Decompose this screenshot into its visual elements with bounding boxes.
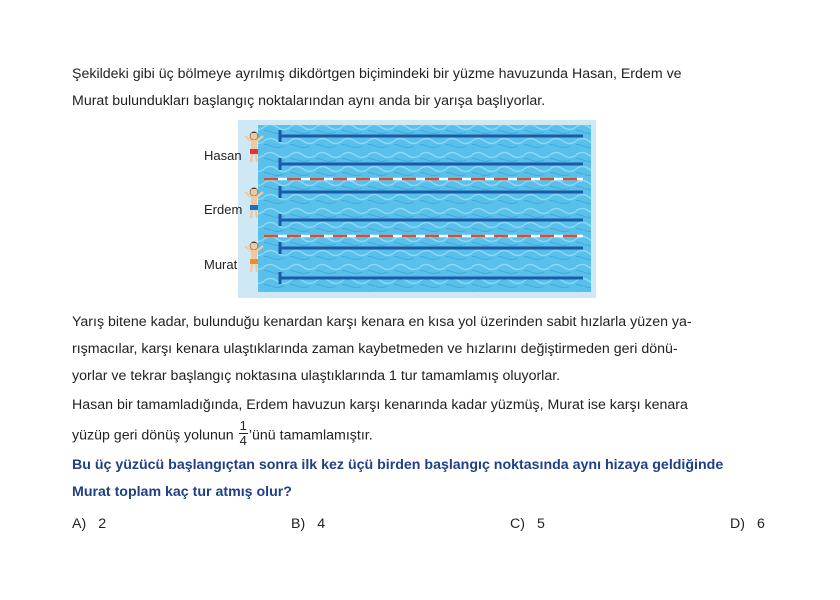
rules-paragraph bbox=[72, 309, 770, 390]
option-d[interactable] bbox=[730, 516, 765, 532]
option-c[interactable] bbox=[510, 516, 545, 532]
given-paragraph bbox=[72, 392, 770, 450]
swimmer-label-hasan: Hasan bbox=[204, 148, 242, 163]
pool-figure bbox=[238, 120, 598, 300]
option-a[interactable] bbox=[72, 516, 106, 532]
given-line-2-end: ’ünü tamamlamıştır. bbox=[248, 427, 373, 444]
fraction-denominator: 4 bbox=[239, 433, 247, 448]
swimmer-label-erdem: Erdem bbox=[204, 202, 243, 217]
rules-line-3: yorlar ve tekrar başlangıç noktasına ulaştıklarında 1 tur tamamlamış oluyorlar. bbox=[72, 368, 561, 384]
option-c-value: 5 bbox=[536, 516, 545, 532]
intro-paragraph bbox=[72, 61, 770, 115]
swimmer-label-murat: Murat bbox=[204, 257, 238, 272]
option-d-value: 6 bbox=[756, 516, 765, 532]
option-b-label: B) bbox=[291, 516, 306, 532]
given-line-2 bbox=[72, 418, 770, 450]
question-line-2: Murat toplam kaç tur atmış olur? bbox=[72, 484, 292, 500]
fraction-one-quarter bbox=[239, 419, 248, 448]
rules-line-2: rışmacılar, karşı kenara ulaştıklarında zaman kaybetmeden ve hızlarını değiştirmeden geri dönü- bbox=[72, 341, 678, 357]
rules-line-1: Yarış bitene kadar, bulunduğu kenardan karşı kenara en kısa yol üzerinden sabit hızlarla yüzen ya- bbox=[72, 314, 692, 330]
option-b-value: 4 bbox=[317, 516, 326, 532]
option-a-value: 2 bbox=[98, 516, 107, 532]
given-line-1: Hasan bir tamamladığında, Erdem havuzun karşı kenarında kadar yüzmüş, Murat ise karşı kenara bbox=[72, 397, 688, 413]
intro-line-1: Şekildeki gibi üç bölmeye ayrılmış dikdörtgen biçimindeki bir yüzme havuzunda Hasan, Erdem ve bbox=[72, 66, 682, 82]
option-b[interactable] bbox=[291, 516, 325, 532]
question-line-1: Bu üç yüzücü başlangıçtan sonra ilk kez üçü birden başlangıç noktasında aynı hizaya geldiğinde bbox=[72, 457, 724, 473]
option-c-label: C) bbox=[510, 516, 525, 532]
pool-illustration bbox=[238, 120, 598, 300]
option-d-label: D) bbox=[730, 516, 745, 532]
given-line-2-start: yüzüp geri dönüş yolunun bbox=[72, 427, 238, 444]
question-text bbox=[72, 452, 770, 506]
intro-line-2: Murat bulundukları başlangıç noktalarından aynı anda bir yarışa başlıyorlar. bbox=[72, 93, 546, 109]
option-a-label: A) bbox=[72, 516, 87, 532]
pool-water bbox=[258, 125, 591, 292]
fraction-numerator: 1 bbox=[239, 418, 247, 433]
